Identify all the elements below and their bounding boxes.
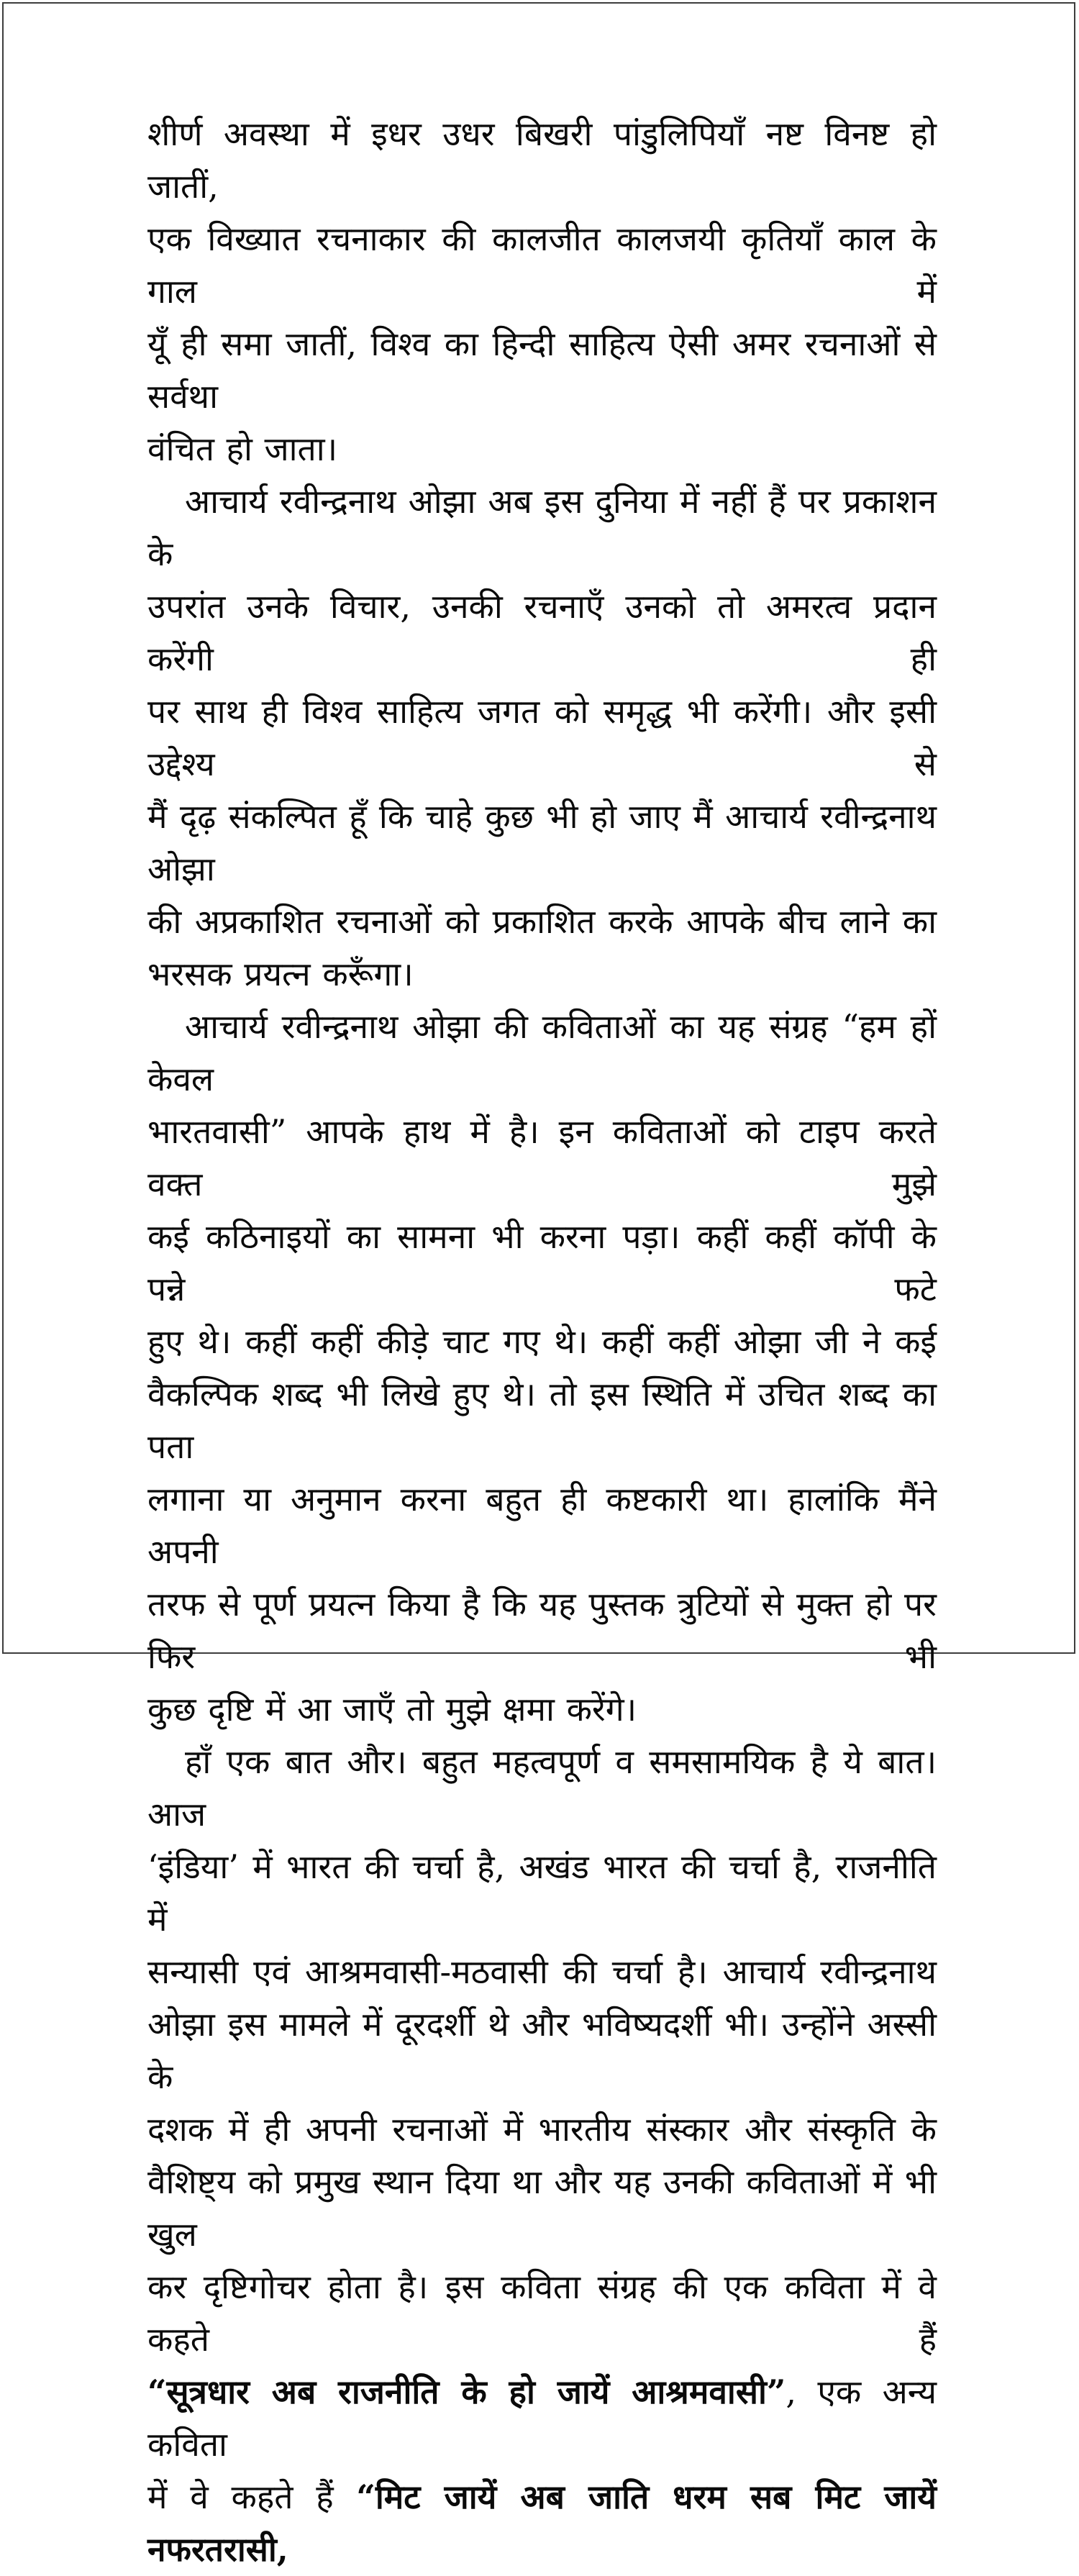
- text-segment: ओझा इस मामले में दूरदर्शी थे और भविष्यदर्शी भी। उन्होंने अस्सी के: [147, 2005, 937, 2096]
- quoted-verse-bold-segment: “मिट जायें अब जाति धरम सब मिट जायें नफरतरासी,: [147, 2477, 937, 2569]
- preface-text-block: [147, 108, 937, 2576]
- text-segment: कर दृष्टिगोचर होता है। इस कविता संग्रह की एक कविता में वे कहते हैं: [147, 2267, 937, 2359]
- text-segment: भरसक प्रयत्न करूँगा।: [147, 955, 414, 993]
- text-line: [147, 423, 937, 475]
- text-segment: वैशिष्ट्य को प्रमुख स्थान दिया था और यह उनकी कविताओं में भी खुल: [147, 2162, 937, 2254]
- text-line: [147, 108, 937, 213]
- text-segment: आचार्य रवीन्द्रनाथ ओझा की कविताओं का यह संग्रह “हम हों केवल: [147, 1007, 937, 1098]
- text-line: [147, 948, 937, 1001]
- text-line: [147, 896, 937, 948]
- text-line: [147, 475, 937, 581]
- text-segment: दशक में ही अपनी रचनाओं में भारतीय संस्कार और संस्कृति के: [147, 2110, 937, 2149]
- text-segment: , एक अन्य कविता: [147, 2372, 937, 2464]
- text-segment: ‘इंडिया’ में भारत की चर्चा है, अखंड भारत की चर्चा है, राजनीति में: [147, 1847, 937, 1939]
- text-line: [147, 2156, 937, 2261]
- text-segment: सन्यासी एवं आश्रमवासी-मठवासी की चर्चा है। आचार्य रवीन्द्रनाथ: [147, 1952, 937, 1991]
- text-segment: उपरांत उनके विचार, उनकी रचनाएँ उनको तो अमरत्व प्रदान करेंगी ही: [147, 587, 937, 678]
- text-line: [147, 213, 937, 318]
- text-line: [147, 2261, 937, 2366]
- text-segment: वंचित हो जाता।: [147, 429, 338, 468]
- text-segment: मैं दृढ़ संकल्पित हूँ कि चाहे कुछ भी हो जाए मैं आचार्य रवीन्द्रनाथ ओझा: [147, 797, 937, 888]
- text-line: [147, 581, 937, 686]
- text-segment: वैकल्पिक शब्द भी लिखे हुए थे। तो इस स्थिति में उचित शब्द का पता: [147, 1375, 937, 1466]
- text-segment: में वे कहते हैं: [147, 2477, 357, 2516]
- text-segment: कुछ दृष्टि में आ जाएँ तो मुझे क्षमा करेंगे।: [147, 1690, 637, 1729]
- text-segment: शीर्ण अवस्था में इधर उधर बिखरी पांडुलिपियाँ नष्ट विनष्ट हो जातीं,: [147, 114, 937, 206]
- text-line: [147, 1998, 937, 2103]
- text-line: [147, 1841, 937, 1946]
- text-line: [147, 1946, 937, 1998]
- text-line: [147, 2471, 937, 2576]
- text-line: [147, 1001, 937, 1106]
- text-line: [147, 686, 937, 791]
- text-segment: हुए थे। कहीं कहीं कीड़े चाट गए थे। कहीं कहीं ओझा जी ने कई: [147, 1322, 937, 1361]
- text-line: [147, 2366, 937, 2471]
- text-line: [147, 1736, 937, 1841]
- text-segment: की अप्रकाशित रचनाओं को प्रकाशित करके आपके बीच लाने का: [147, 902, 937, 941]
- quoted-verse-bold-segment: “सूत्रधार अब राजनीति के हो जायें आश्रमवासी”: [147, 2372, 786, 2411]
- text-segment: कई कठिनाइयों का सामना भी करना पड़ा। कहीं कहीं कॉपी के पन्ने फटे: [147, 1217, 937, 1309]
- text-line: [147, 1683, 937, 1736]
- text-line: [147, 1106, 937, 1211]
- text-line: [147, 1578, 937, 1683]
- text-line: [147, 1473, 937, 1578]
- text-segment: पर साथ ही विश्व साहित्य जगत को समृद्ध भी करेंगी। और इसी उद्देश्य से: [147, 692, 937, 783]
- text-segment: तरफ से पूर्ण प्रयत्न किया है कि यह पुस्तक त्रुटियों से मुक्त हो पर फिर भी: [147, 1585, 937, 1676]
- text-segment: आचार्य रवीन्द्रनाथ ओझा अब इस दुनिया में नहीं हैं पर प्रकाशन के: [147, 482, 937, 573]
- text-segment: लगाना या अनुमान करना बहुत ही कष्टकारी था। हालांकि मैंने अपनी: [147, 1480, 937, 1571]
- text-line: [147, 1368, 937, 1473]
- text-line: [147, 1316, 937, 1368]
- text-line: [147, 791, 937, 896]
- text-segment: भारतवासी” आपके हाथ में है। इन कविताओं को टाइप करते वक्त मुझे: [147, 1112, 937, 1203]
- text-line: [147, 2103, 937, 2156]
- text-line: [147, 318, 937, 423]
- text-segment: हाँ एक बात और। बहुत महत्वपूर्ण व समसामयिक है ये बात। आज: [147, 1742, 937, 1834]
- text-segment: यूँ ही समा जातीं, विश्व का हिन्दी साहित्य ऐसी अमर रचनाओं से सर्वथा: [147, 324, 937, 416]
- text-segment: एक विख्यात रचनाकार की कालजीत कालजयी कृतियाँ काल के गाल में: [147, 219, 937, 311]
- text-line: [147, 1211, 937, 1316]
